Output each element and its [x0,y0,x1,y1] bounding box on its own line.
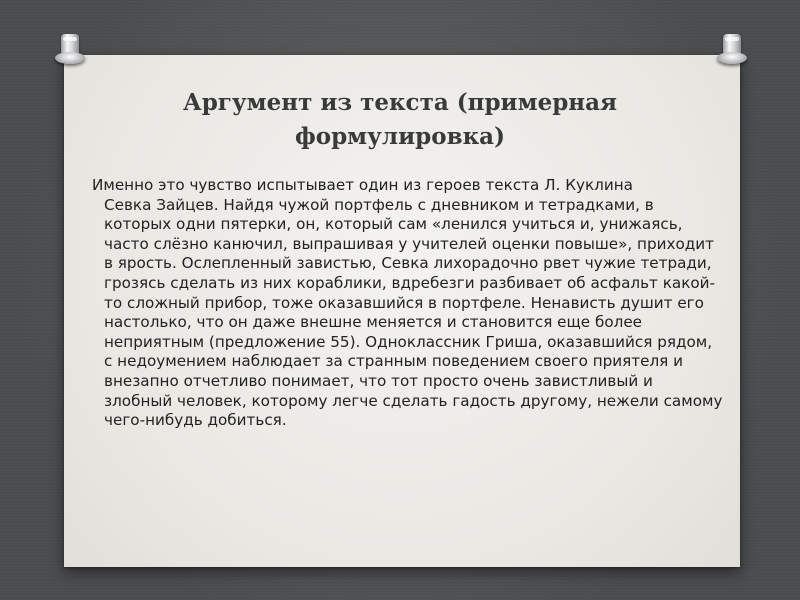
body-paragraph: Севка Зайцев. Найдя чужой портфель с дневником и тетрадками, в которых одни пятерки, он, который сам «ленился учиться и, унижаясь, часто слёзно канючил, выпрашивая у учителей оценки повыше», приходит в ярость. Ослепленный завистью, Севка лихорадочно рвет чужие тетради, грозясь сделать из них кораблики, вдребезги разбивает об асфальт какой-то сложный прибор, тоже оказавшийся в портфеле. Ненависть душит его настолько, что он даже внешне меняется и становится еще более неприятным (предложение 55). Одноклассник Гриша, оказавшийся рядом, с недоумением наблюдает за странным поведением своего приятеля и внезапно отчетливо понимает, что тот просто очень завистливый и злобный человек, которому легче сделать гадость другому, нежели самому чего-нибудь добиться. [104,195,723,430]
slide-title-line-2: формулировка) [295,123,505,150]
slide-title [0,86,800,154]
pushpin-right-icon [717,34,747,64]
slide-body-text [92,176,724,431]
body-first-line: Именно это чувство испытывает один из героев текста Л. Куклина [92,176,633,194]
pushpin-left-icon [55,34,85,64]
slide-title-line-1: Аргумент из текста (примерная [182,89,618,116]
